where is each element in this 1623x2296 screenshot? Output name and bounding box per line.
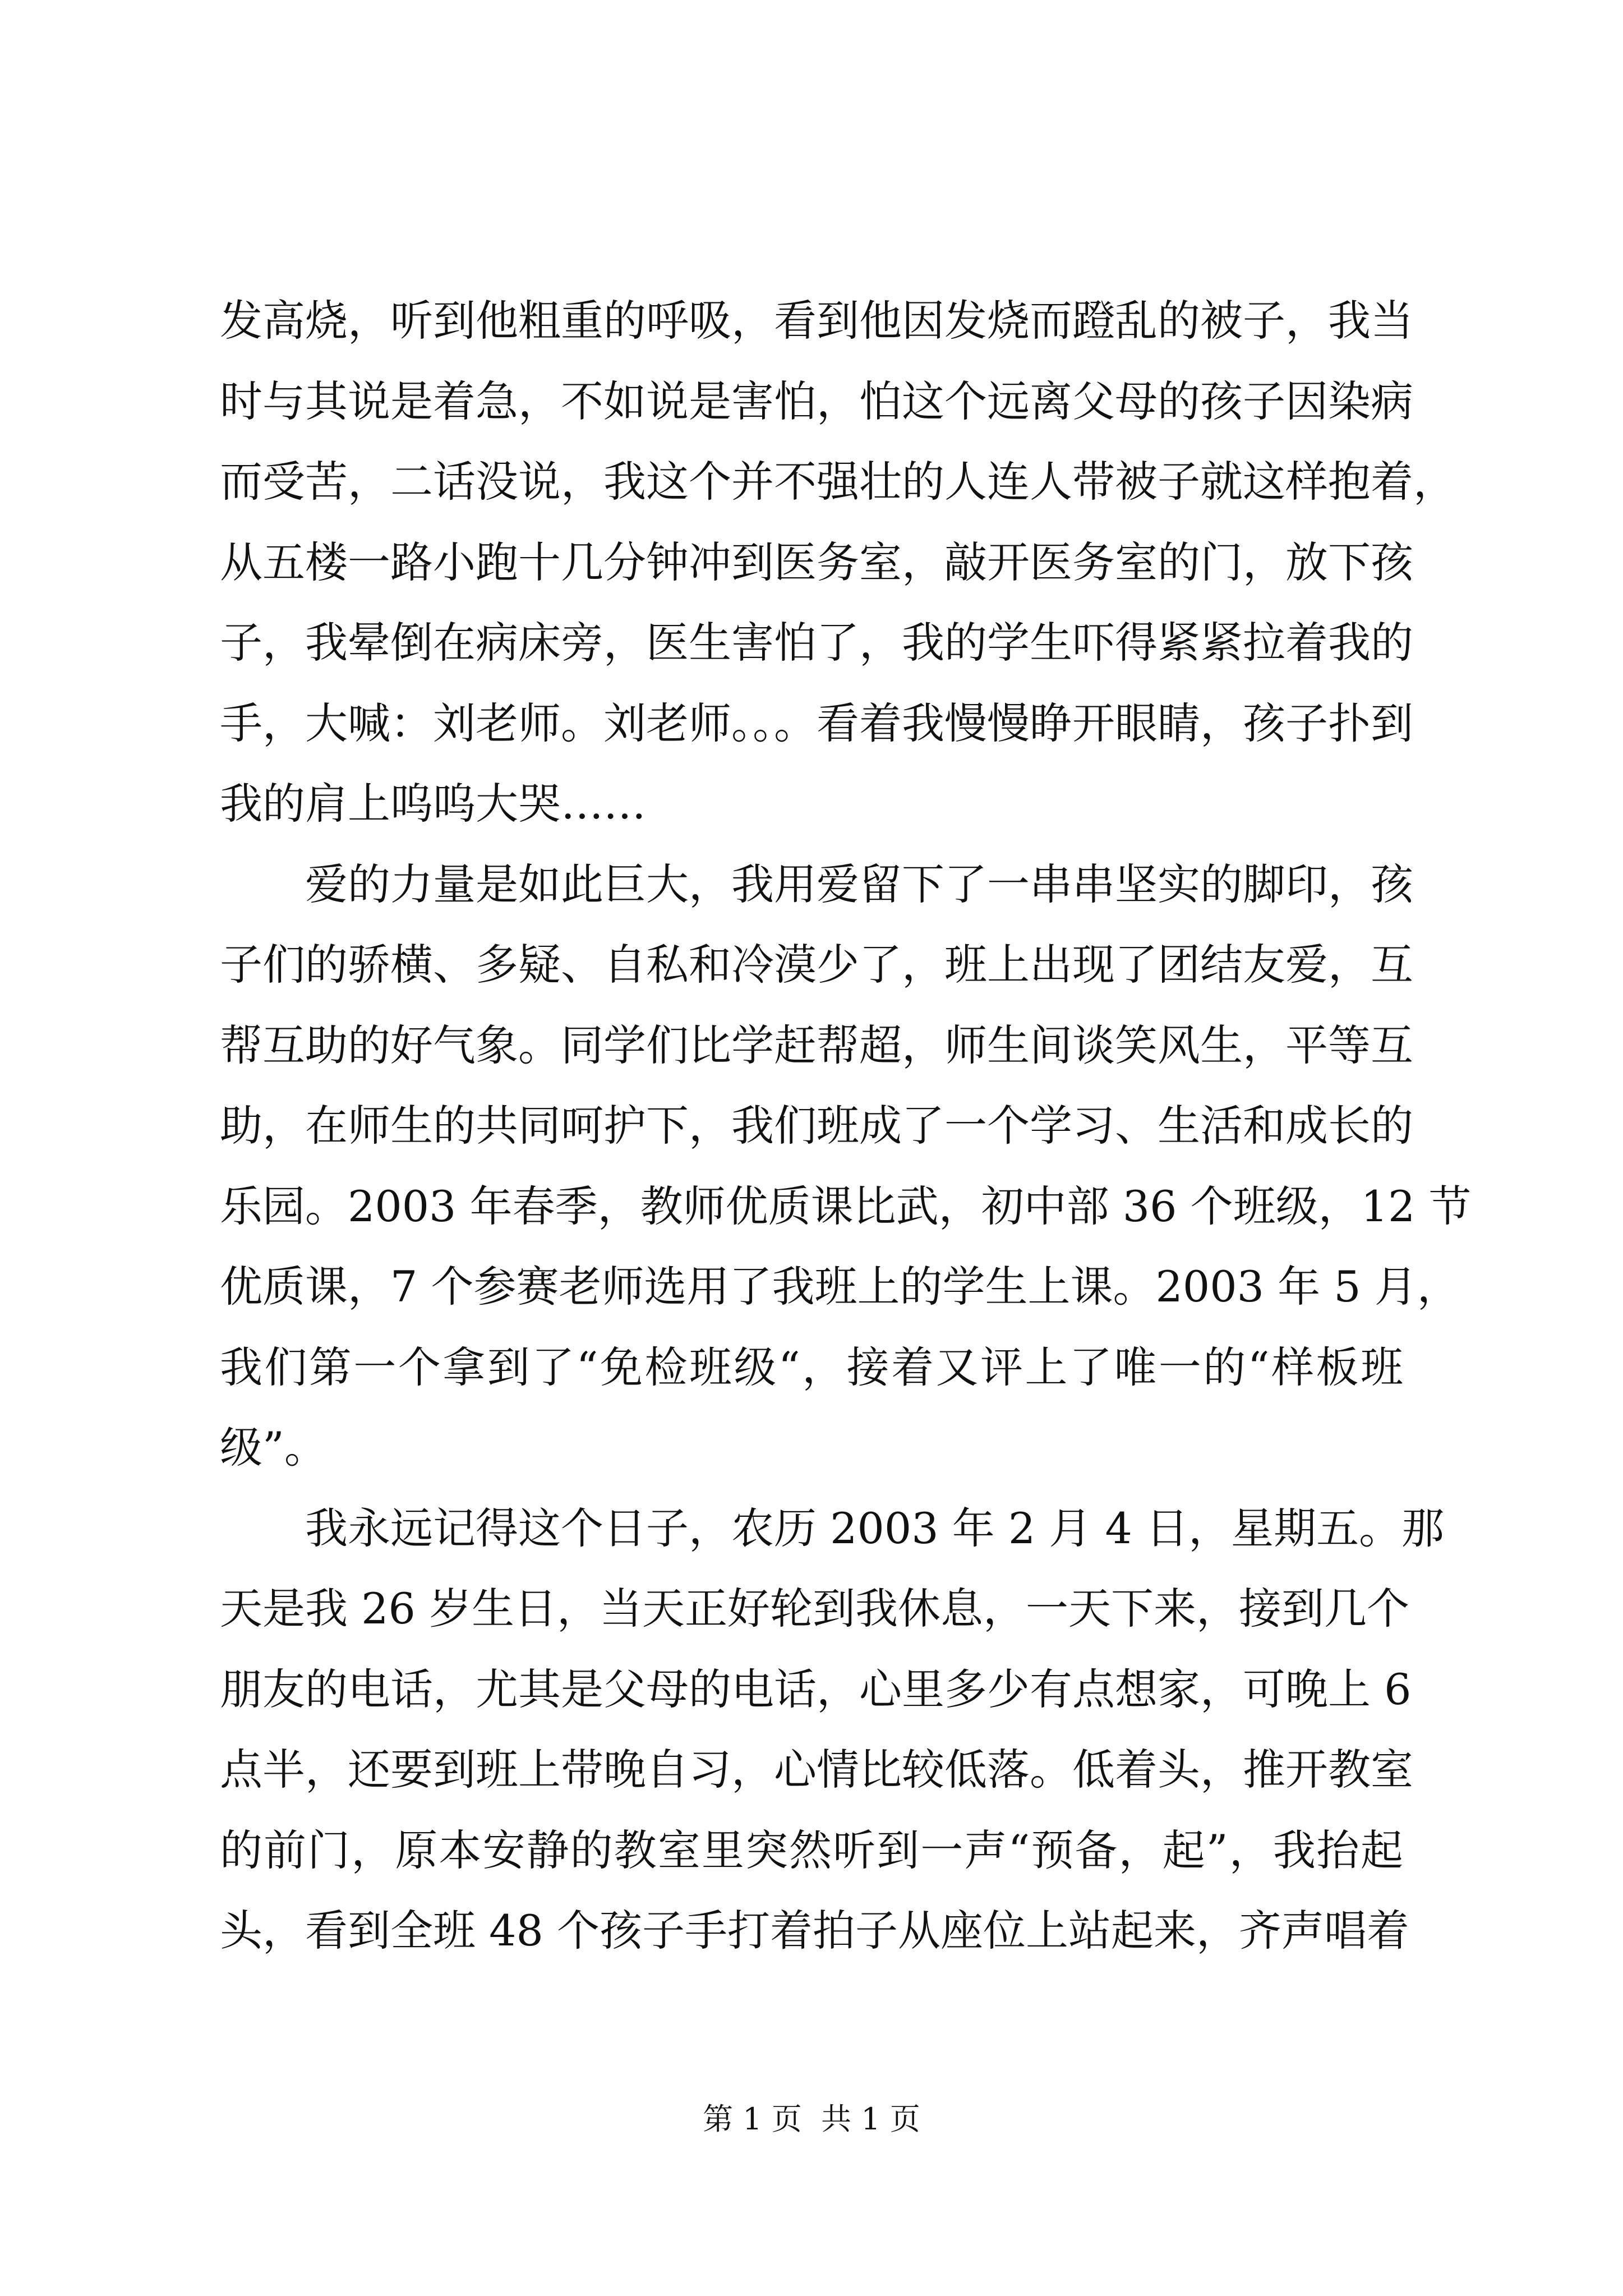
page-footer: 第 1 页 共 1 页 <box>703 2101 920 2137</box>
text-line: 而受苦，二话没说，我这个并不强壮的人连人带被子就这样抱着， <box>220 457 1456 507</box>
text-line: 朋友的电话，尤其是父母的电话，心里多少有点想家，可晚上 6 <box>220 1664 1412 1714</box>
text-line: 乐园。2003 年春季，教师优质课比武，初中部 36 个班级，12 节 <box>220 1181 1472 1231</box>
text-line: 级”。 <box>220 1423 327 1473</box>
text-line: 帮互助的好气象。同学们比学赶帮超，师生间谈笑风生，平等互 <box>220 1020 1413 1070</box>
text-line: 点半，还要到班上带晚自习，心情比较低落。低着头，推开教室 <box>220 1745 1413 1795</box>
text-line: 爱的力量是如此巨大，我用爱留下了一串串坚实的脚印，孩 <box>305 859 1413 909</box>
text-line: 我永远记得这个日子，农历 2003 年 2 月 4 日，星期五。那 <box>305 1503 1445 1553</box>
text-line: 助，在师生的共同呵护下，我们班成了一个学习、生活和成长的 <box>220 1101 1413 1151</box>
text-line: 头，看到全班 48 个孩子手打着拍子从座位上站起来，齐声唱着 <box>220 1906 1410 1955</box>
text-line: 从五楼一路小跑十几分钟冲到医务室，敲开医务室的门，放下孩 <box>220 537 1413 587</box>
body-text <box>220 280 1472 1971</box>
text-line: 子，我晕倒在病床旁，医生害怕了，我的学生吓得紧紧拉着我的 <box>220 618 1413 668</box>
text-line: 发高烧，听到他粗重的呼吸，看到他因发烧而蹬乱的被子，我当 <box>220 296 1413 346</box>
text-line: 手，大喊：刘老师。刘老师。。。看着我慢慢睁开眼睛，孩子扑到 <box>220 698 1413 748</box>
text-line: 子们的骄横、多疑、自私和冷漠少了，班上出现了团结友爱，互 <box>220 940 1413 990</box>
text-line: 时与其说是着急，不如说是害怕，怕这个远离父母的孩子因染病 <box>220 376 1413 426</box>
text-line: 我们第一个拿到了“免检班级“，接着又评上了唯一的“样板班 <box>220 1342 1403 1392</box>
text-line: 我的肩上呜呜大哭…… <box>220 779 646 829</box>
text-line: 天是我 26 岁生日，当天正好轮到我休息，一天下来，接到几个 <box>220 1584 1410 1634</box>
text-line: 优质课，7 个参赛老师选用了我班上的学生上课。2003 年 5 月， <box>220 1262 1460 1312</box>
text-line: 的前门，原本安静的教室里突然听到一声“预备，起”，我抬起 <box>220 1825 1403 1875</box>
